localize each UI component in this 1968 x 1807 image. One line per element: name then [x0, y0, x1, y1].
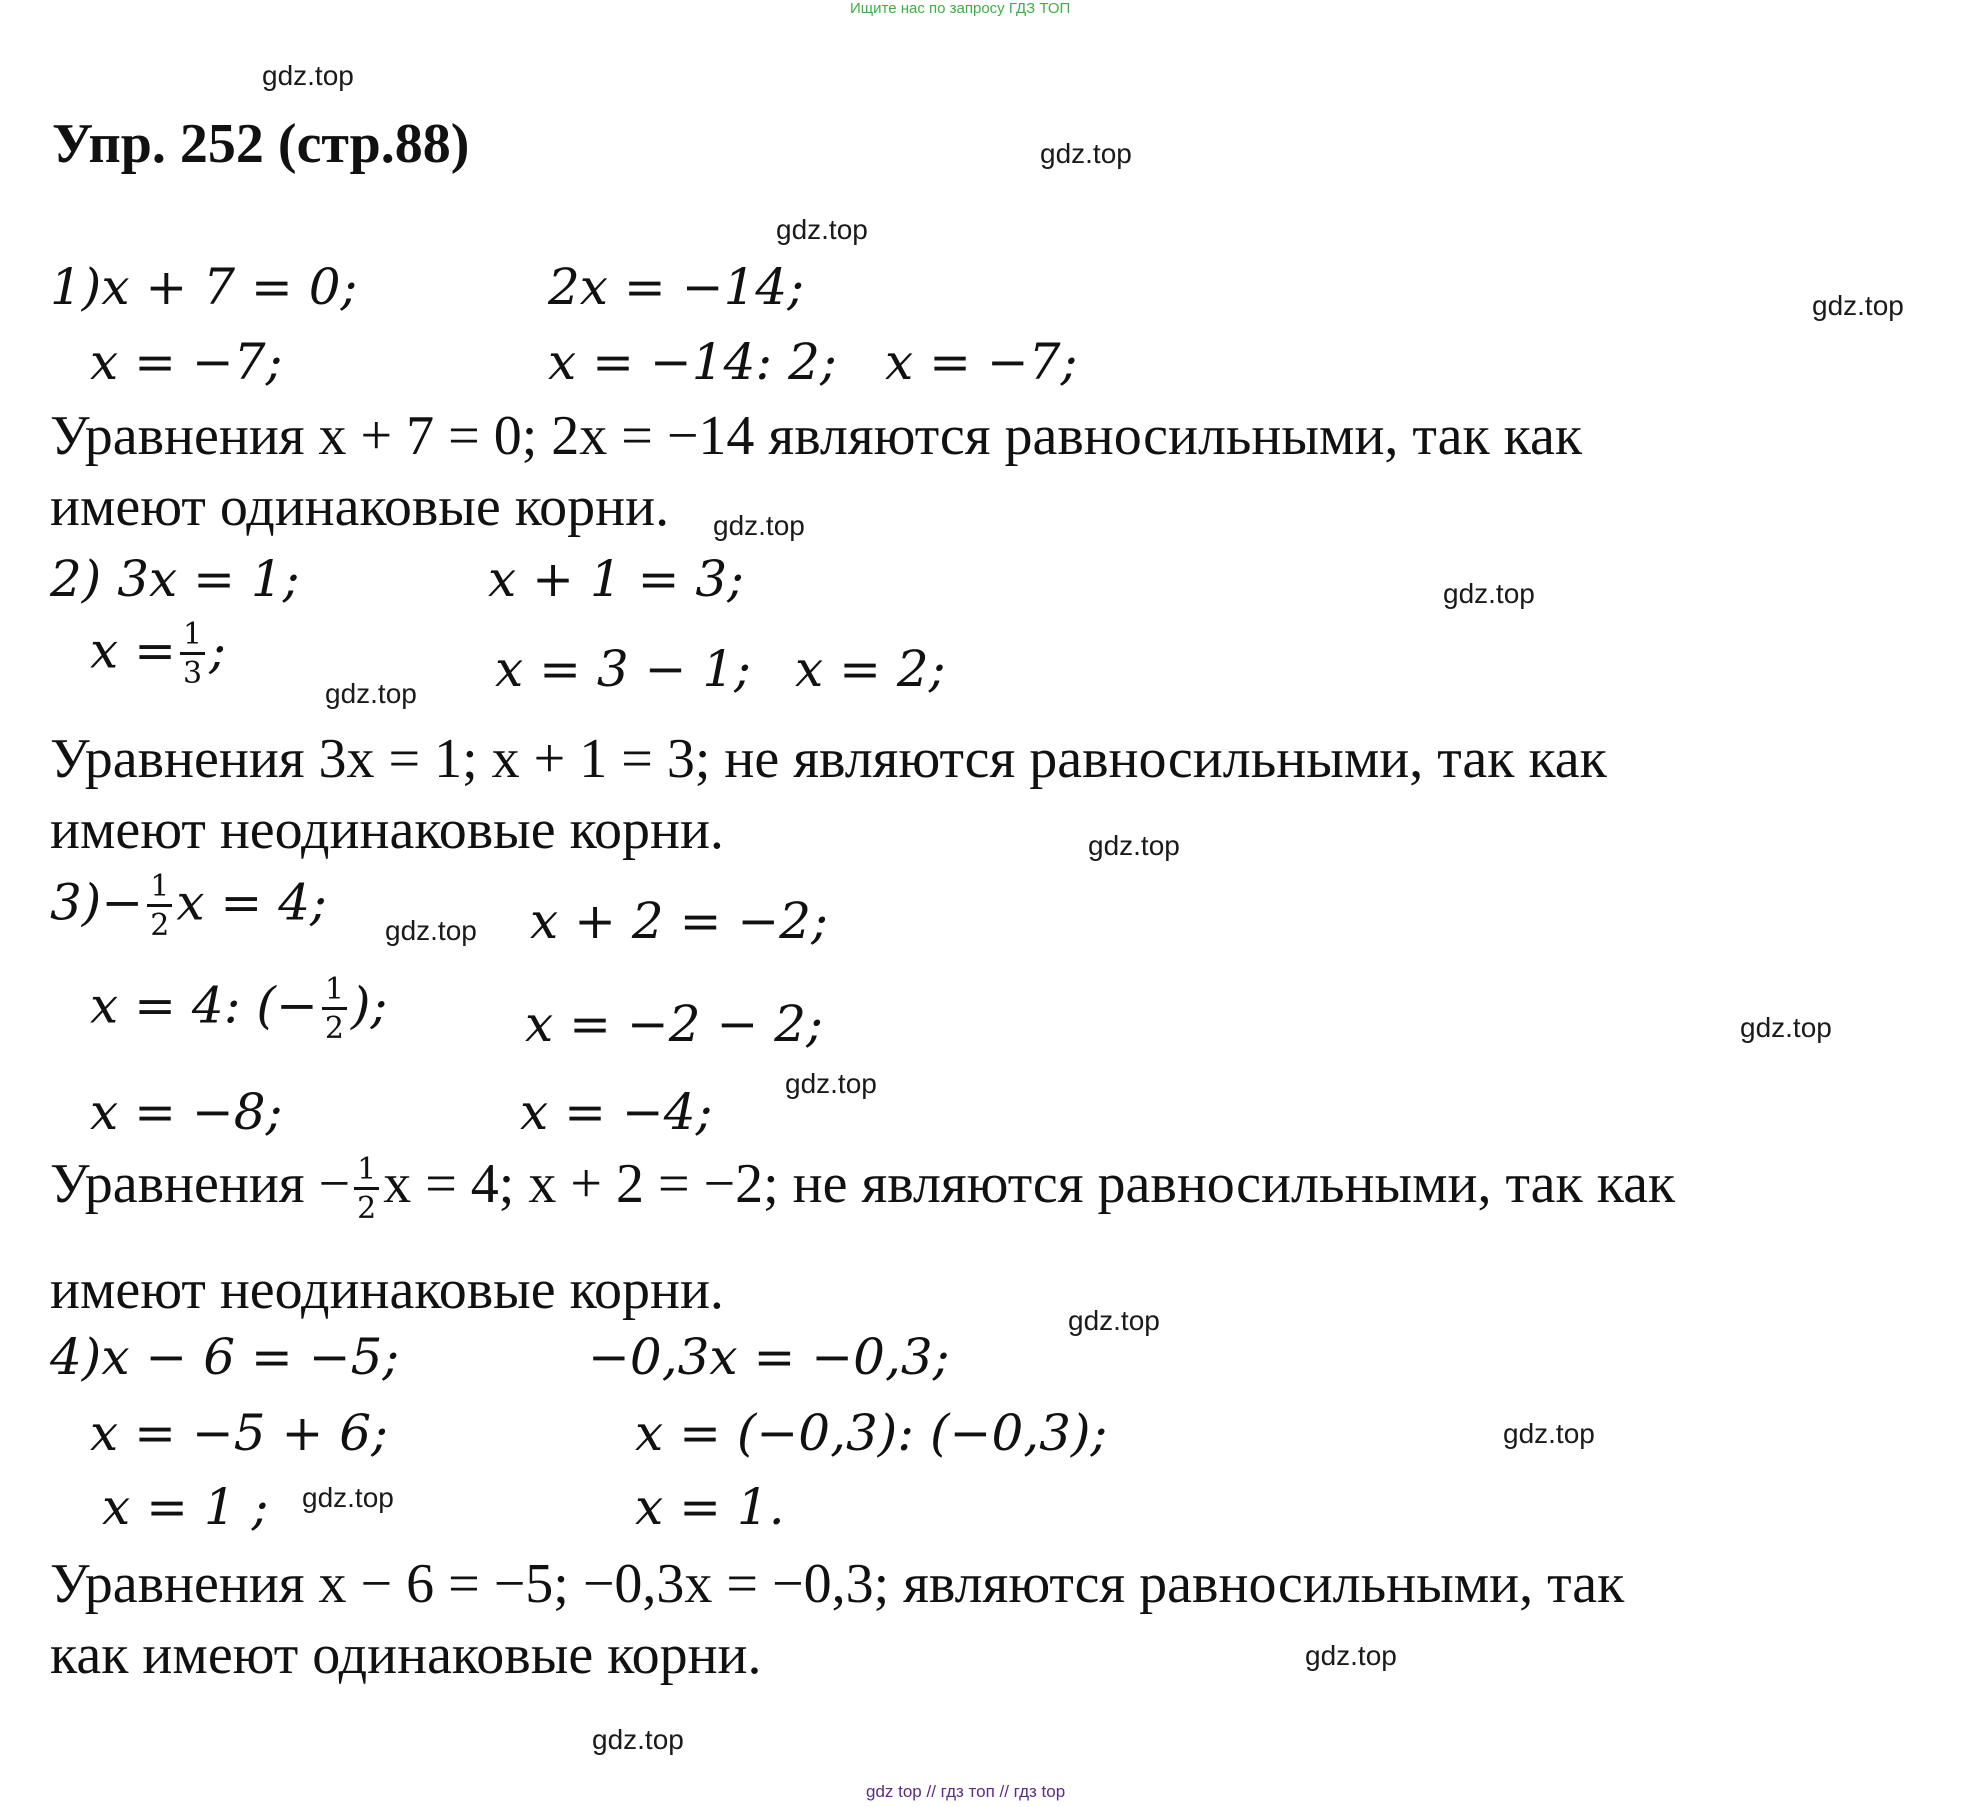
fraction — [147, 869, 172, 943]
equation-line: 4)x − 6 = −5; — [50, 1328, 400, 1386]
watermark: gdz.top — [302, 1482, 394, 1513]
watermark: gdz.top — [1040, 138, 1132, 169]
watermark: gdz.top — [385, 915, 477, 946]
conclusion-text: как имеют одинаковые корни. — [50, 1624, 762, 1686]
fraction — [354, 1151, 379, 1226]
watermark: gdz.top — [1812, 290, 1904, 321]
equation-line: x + 2 = −2; — [530, 892, 828, 950]
watermark: gdz.top — [1740, 1012, 1832, 1043]
expr-part: ; — [209, 621, 226, 680]
footer-watermark: gdz top // гдз топ // гдз top — [866, 1782, 1066, 1801]
fraction-denominator: 2 — [357, 1190, 377, 1226]
fraction-numerator: 1 — [354, 1155, 379, 1190]
fraction-numerator: 1 — [322, 975, 347, 1010]
equation-line: 2x = −14; — [548, 258, 805, 316]
equation-line: x = −14: 2; — [548, 333, 837, 391]
page-title: Упр. 252 (стр.88) — [52, 113, 470, 175]
conclusion-text — [50, 1152, 1675, 1224]
watermark: gdz.top — [1503, 1418, 1595, 1449]
watermark: gdz.top — [1068, 1305, 1160, 1336]
watermark: gdz.top — [1088, 830, 1180, 861]
fraction-numerator: 1 — [180, 620, 205, 655]
equation-line: 1)x + 7 = 0; — [50, 258, 358, 316]
expr-part: 3)− — [50, 873, 144, 932]
equation-line: x = −7; — [885, 333, 1078, 391]
watermark: gdz.top — [785, 1068, 877, 1099]
equation-line: x + 1 = 3; — [488, 550, 745, 608]
watermark: gdz.top — [776, 214, 868, 245]
equation-line: x = 2; — [795, 640, 946, 698]
fraction — [322, 972, 347, 1046]
conclusion-text: имеют неодинаковые корни. — [50, 1259, 724, 1321]
fraction-numerator: 1 — [147, 872, 172, 907]
watermark: gdz.top — [1443, 578, 1535, 609]
fraction — [180, 617, 205, 691]
expr-part: x = — [90, 621, 176, 680]
expr-part: ); — [350, 976, 388, 1035]
equation-line: x = −8; — [90, 1083, 283, 1141]
fraction-denominator: 2 — [150, 908, 170, 943]
expr-part: x = 4; — [176, 873, 327, 932]
fraction-denominator: 3 — [183, 656, 203, 691]
conclusion-text: имеют неодинаковые корни. — [50, 799, 724, 861]
equation-line: 2) 3x = 1; — [50, 550, 300, 608]
text-part: x = 4; x + 2 = −2; не являются равносильными, так как — [383, 1153, 1676, 1215]
equation-line: x = −4; — [520, 1083, 713, 1141]
equation-line: x = −5 + 6; — [90, 1404, 388, 1462]
equation-line: x = 3 − 1; — [495, 640, 752, 698]
fraction-denominator: 2 — [324, 1011, 344, 1046]
watermark: gdz.top — [1305, 1640, 1397, 1671]
equation-line: x = −7; — [90, 333, 283, 391]
watermark: gdz.top — [713, 510, 805, 541]
watermark: gdz.top — [325, 678, 417, 709]
conclusion-text: Уравнения x − 6 = −5; −0,3x = −0,3; являются равносильными, так — [50, 1553, 1625, 1615]
conclusion-text: имеют одинаковые корни. — [50, 476, 670, 538]
equation-line: x = 1 ; — [102, 1478, 269, 1536]
expr-part: x = 4: (− — [90, 976, 318, 1035]
watermark: gdz.top — [592, 1724, 684, 1755]
equation-line — [50, 869, 327, 943]
text-part: Уравнения − — [50, 1153, 351, 1215]
conclusion-text: Уравнения 3x = 1; x + 1 = 3; не являются равносильными, так как — [50, 728, 1607, 790]
equation-line — [90, 617, 226, 691]
conclusion-text: Уравнения x + 7 = 0; 2x = −14 являются равносильными, так как — [50, 405, 1583, 467]
equation-line: x = (−0,3): (−0,3); — [635, 1404, 1108, 1462]
equation-line: x = 1. — [635, 1478, 785, 1536]
top-banner: Ищите нас по запросу ГДЗ ТОП — [850, 0, 1071, 17]
equation-line: x = −2 − 2; — [525, 995, 823, 1053]
equation-line: −0,3x = −0,3; — [588, 1328, 950, 1386]
watermark: gdz.top — [262, 60, 354, 91]
equation-line — [90, 972, 388, 1046]
